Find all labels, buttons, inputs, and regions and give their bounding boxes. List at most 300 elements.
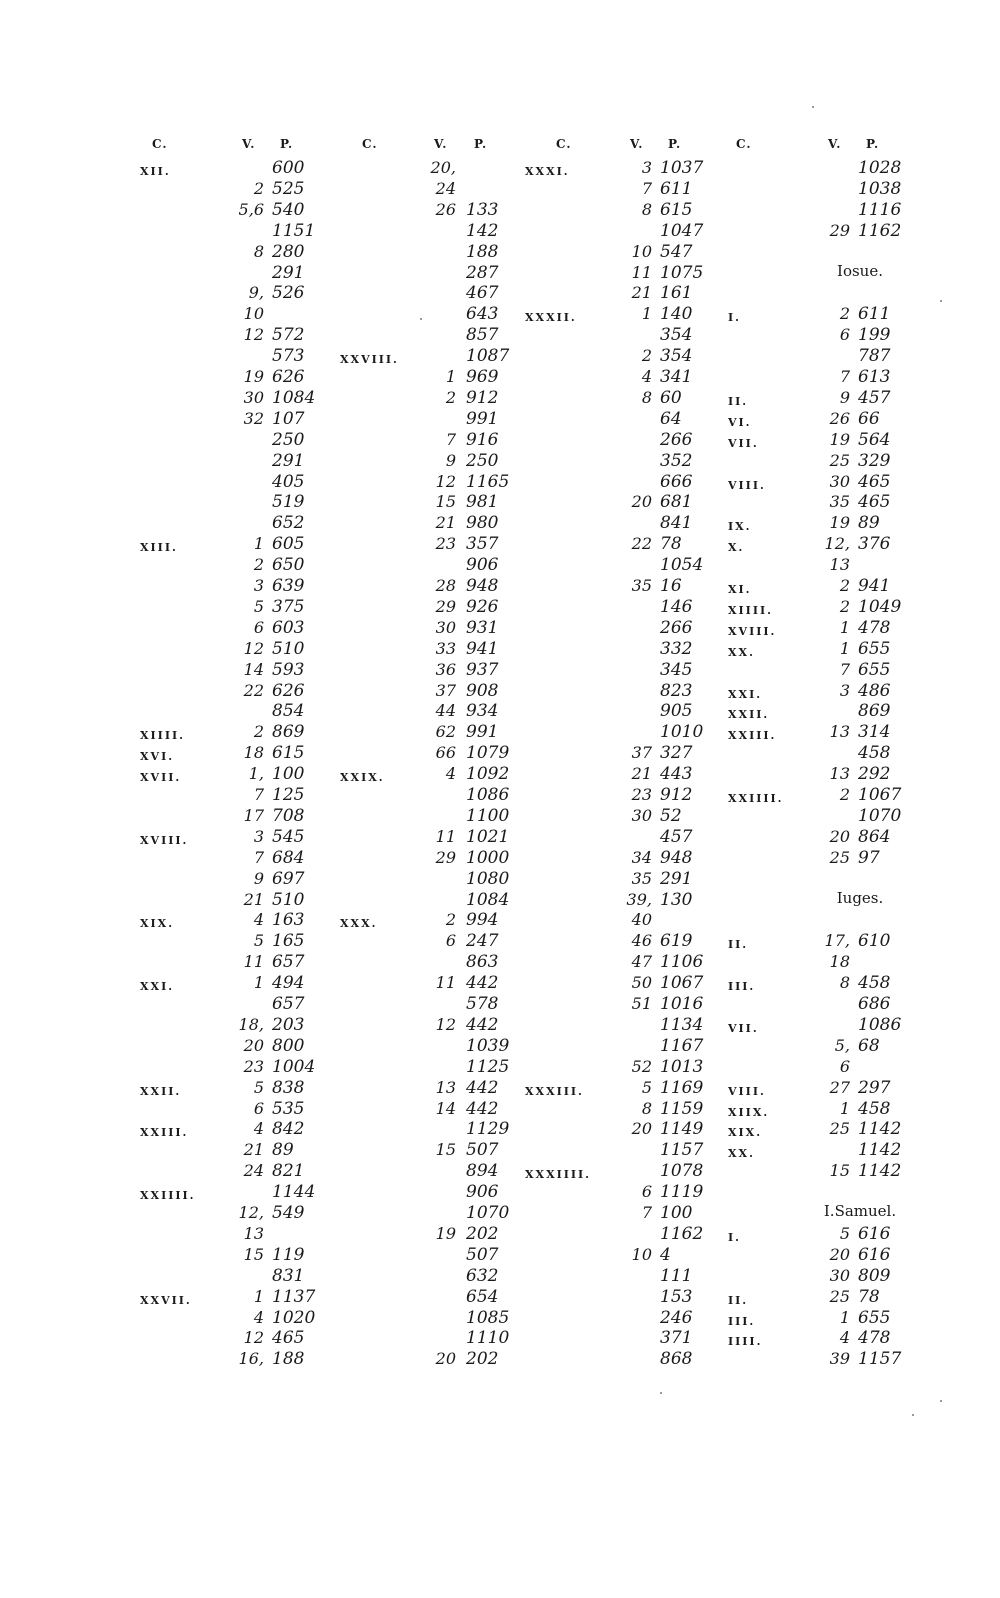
page-number: 1067 (858, 785, 902, 805)
page-number: 535 (272, 1099, 305, 1119)
page-number: 610 (858, 931, 891, 951)
verse-number: 37 (631, 743, 652, 762)
verse-number: 5,6 (238, 200, 264, 219)
page-number: 626 (272, 367, 305, 387)
page-number: 354 (660, 346, 693, 366)
page-number: 650 (272, 555, 305, 575)
page-number: 578 (466, 994, 499, 1014)
page-number: 146 (660, 597, 693, 617)
chapter-numeral: XIX. (728, 1126, 763, 1139)
verse-number: 50 (631, 973, 652, 992)
verse-number: 1 (253, 973, 264, 992)
verse-number: 7 (253, 785, 264, 804)
chapter-numeral: VII. (728, 437, 759, 450)
section-heading: Iosue. (837, 262, 883, 280)
verse-number: 29 (435, 597, 456, 616)
page-number: 465 (858, 472, 891, 492)
verse-number: 4 (253, 910, 264, 929)
page-number: 686 (858, 994, 891, 1014)
verse-number: 7 (641, 179, 652, 198)
page-number: 632 (466, 1266, 499, 1286)
page-number: 869 (272, 722, 305, 742)
page-number: 202 (466, 1349, 499, 1369)
page-number: 458 (858, 1099, 891, 1119)
page-number: 681 (660, 492, 693, 512)
chapter-numeral: XI. (728, 583, 752, 596)
page-number: 1142 (858, 1140, 902, 1160)
page-number: 869 (858, 701, 891, 721)
verse-number: 24 (435, 179, 456, 198)
page-number: 246 (660, 1308, 693, 1328)
verse-number: 12 (243, 1328, 264, 1347)
page-number: 991 (466, 722, 499, 742)
verse-number: 12 (243, 639, 264, 658)
verse-number: 30 (829, 1266, 850, 1285)
chapter-numeral: I. (728, 311, 741, 324)
verse-number: 2 (839, 304, 850, 323)
chapter-numeral: XX. (728, 646, 755, 659)
chapter-numeral: XXII. (140, 1085, 182, 1098)
page-number: 1169 (660, 1078, 704, 1098)
page-number: 540 (272, 200, 305, 220)
page-number: 375 (272, 597, 305, 617)
page-number: 97 (858, 848, 880, 868)
page-number: 655 (858, 1308, 891, 1328)
verse-header: V. (828, 137, 842, 151)
verse-number: 6 (839, 325, 850, 344)
page-number: 329 (858, 451, 891, 471)
verse-number: 13 (243, 1224, 264, 1243)
page-number: 1085 (466, 1308, 510, 1328)
chapter-numeral: XXI. (728, 688, 763, 701)
page-number: 291 (660, 869, 693, 889)
page-number: 912 (466, 388, 499, 408)
chapter-header: C. (362, 137, 378, 151)
page-number: 941 (466, 639, 499, 659)
page-number: 969 (466, 367, 499, 387)
verse-number: 10 (631, 1245, 652, 1264)
page-number: 510 (272, 639, 305, 659)
chapter-numeral: XXX. (340, 917, 378, 930)
verse-number: 1 (839, 618, 850, 637)
verse-number: 20, (430, 158, 456, 177)
chapter-numeral: XX. (728, 1147, 755, 1160)
verse-number: 5 (641, 1078, 652, 1097)
chapter-numeral: XIIII. (728, 604, 773, 617)
page-number: 1028 (858, 158, 902, 178)
page-number: 800 (272, 1036, 305, 1056)
page-number: 564 (858, 430, 891, 450)
page-number: 327 (660, 743, 693, 763)
verse-number: 29 (829, 221, 850, 240)
page-number: 613 (858, 367, 891, 387)
page-number: 615 (660, 200, 693, 220)
verse-number: 37 (435, 681, 456, 700)
chapter-numeral: XIIII. (140, 729, 185, 742)
page-number: 1142 (858, 1119, 902, 1139)
page-number: 100 (660, 1203, 693, 1223)
page-number: 864 (858, 827, 891, 847)
page-number: 89 (272, 1140, 294, 1160)
page-number: 1110 (466, 1328, 510, 1348)
page-number: 980 (466, 513, 499, 533)
page-number: 188 (466, 242, 499, 262)
verse-number: 35 (631, 576, 652, 595)
verse-number: 20 (829, 827, 850, 846)
chapter-numeral: XVI. (140, 750, 175, 763)
page-number: 615 (272, 743, 305, 763)
page-number: 1084 (272, 388, 316, 408)
page-number: 165 (272, 931, 305, 951)
page-number: 457 (858, 388, 891, 408)
chapter-numeral: XXXIII. (525, 1085, 584, 1098)
page-number: 868 (660, 1349, 693, 1369)
page-number: 1047 (660, 221, 704, 241)
page-number: 572 (272, 325, 305, 345)
page-number: 1084 (466, 890, 510, 910)
page-number: 314 (858, 722, 891, 742)
page-number: 1020 (272, 1308, 316, 1328)
page-number: 1070 (466, 1203, 510, 1223)
verse-number: 24 (243, 1161, 264, 1180)
verse-number: 29 (435, 848, 456, 867)
page-number: 291 (272, 263, 305, 283)
verse-number: 3 (253, 827, 264, 846)
verse-number: 13 (829, 722, 850, 741)
page-number: 457 (660, 827, 693, 847)
page-number: 202 (466, 1224, 499, 1244)
page-number: 841 (660, 513, 693, 533)
verse-number: 6 (641, 1182, 652, 1201)
page-number: 405 (272, 472, 305, 492)
verse-number: 13 (435, 1078, 456, 1097)
page-number: 1162 (858, 221, 902, 241)
page-number: 486 (858, 681, 891, 701)
page-number: 545 (272, 827, 305, 847)
page-number: 948 (660, 848, 693, 868)
verse-number: 15 (435, 492, 456, 511)
page-number: 708 (272, 806, 305, 826)
verse-number: 30 (829, 472, 850, 491)
page-number: 507 (466, 1140, 499, 1160)
page-number: 821 (272, 1161, 305, 1181)
verse-number: 27 (829, 1078, 850, 1097)
page-number: 652 (272, 513, 305, 533)
page-number: 442 (466, 1078, 499, 1098)
chapter-numeral: III. (728, 1315, 756, 1328)
page-number: 1079 (466, 743, 510, 763)
verse-number: 5 (253, 1078, 264, 1097)
page-number: 611 (858, 304, 891, 324)
page-number: 1021 (466, 827, 510, 847)
page-number: 266 (660, 618, 693, 638)
page-number: 1100 (466, 806, 510, 826)
page-number: 60 (660, 388, 682, 408)
page-number: 1092 (466, 764, 510, 784)
verse-number: 25 (829, 1119, 850, 1138)
verse-number: 12 (243, 325, 264, 344)
page-number: 78 (660, 534, 682, 554)
chapter-numeral: XXI. (140, 980, 175, 993)
verse-number: 28 (435, 576, 456, 595)
verse-number: 17, (824, 931, 850, 950)
verse-number: 12, (824, 534, 850, 553)
page-number: 133 (466, 200, 499, 220)
verse-header: V. (434, 137, 448, 151)
section-heading: Iuges. (836, 889, 884, 907)
page-number: 655 (858, 660, 891, 680)
verse-number: 2 (839, 576, 850, 595)
verse-number: 36 (435, 660, 456, 679)
page-number: 107 (272, 409, 305, 429)
verse-number: 7 (839, 660, 850, 679)
page-number: 153 (660, 1287, 693, 1307)
page-number: 525 (272, 179, 305, 199)
page-number: 547 (660, 242, 693, 262)
page-number: 1070 (858, 806, 902, 826)
chapter-numeral: VIII. (728, 479, 766, 492)
chapter-numeral: XVII. (140, 771, 182, 784)
page-number: 442 (466, 973, 499, 993)
chapter-numeral: XII. (140, 165, 171, 178)
verse-number: 26 (435, 200, 456, 219)
verse-number: 8 (641, 388, 652, 407)
verse-number: 34 (631, 848, 652, 867)
verse-number: 16, (238, 1349, 264, 1368)
page-number: 1086 (466, 785, 510, 805)
verse-number: 25 (829, 451, 850, 470)
page-number: 657 (272, 952, 305, 972)
page-number: 619 (660, 931, 693, 951)
chapter-numeral: XXIIII. (140, 1189, 196, 1202)
chapter-header: C. (152, 137, 168, 151)
verse-number: 66 (435, 743, 456, 762)
verse-number: 23 (243, 1057, 264, 1076)
verse-number: 20 (435, 1349, 456, 1368)
verse-number: 12 (435, 1015, 456, 1034)
page-number: 655 (858, 639, 891, 659)
ink-speck (940, 300, 942, 302)
verse-number: 25 (829, 1287, 850, 1306)
page-number: 616 (858, 1245, 891, 1265)
verse-number: 2 (445, 910, 456, 929)
verse-number: 30 (243, 388, 264, 407)
page-number: 64 (660, 409, 682, 429)
verse-number: 5, (834, 1036, 850, 1055)
verse-number: 1 (641, 304, 652, 323)
page-number: 161 (660, 283, 693, 303)
page-number: 908 (466, 681, 499, 701)
verse-number: 35 (631, 869, 652, 888)
page-number: 287 (466, 263, 499, 283)
page-number: 573 (272, 346, 305, 366)
page-number: 842 (272, 1119, 305, 1139)
page-number: 467 (466, 283, 499, 303)
page-number: 442 (466, 1099, 499, 1119)
page-number: 1165 (466, 472, 510, 492)
page-number: 1159 (660, 1099, 704, 1119)
page-number: 1038 (858, 179, 902, 199)
chapter-numeral: IX. (728, 520, 752, 533)
verse-number: 22 (631, 534, 652, 553)
chapter-numeral: III. (728, 980, 756, 993)
page-number: 1137 (272, 1287, 316, 1307)
verse-number: 9 (445, 451, 456, 470)
verse-number: 2 (253, 722, 264, 741)
verse-header: V. (630, 137, 644, 151)
page-number: 1157 (858, 1349, 902, 1369)
page-number: 1086 (858, 1015, 902, 1035)
verse-number: 20 (243, 1036, 264, 1055)
verse-number: 2 (641, 346, 652, 365)
verse-number: 1, (248, 764, 264, 783)
verse-number: 9 (253, 869, 264, 888)
page-number: 345 (660, 660, 693, 680)
page-number: 1078 (660, 1161, 704, 1181)
page-number: 140 (660, 304, 693, 324)
page-number: 341 (660, 367, 693, 387)
page-number: 906 (466, 555, 499, 575)
verse-number: 2 (839, 785, 850, 804)
verse-number: 20 (631, 1119, 652, 1138)
page-number: 494 (272, 973, 305, 993)
page-number: 250 (272, 430, 305, 450)
page-number: 465 (272, 1328, 305, 1348)
ink-speck (940, 1400, 942, 1402)
page-header: P. (866, 137, 880, 151)
verse-number: 6 (839, 1057, 850, 1076)
verse-number: 15 (243, 1245, 264, 1264)
verse-number: 12, (238, 1203, 264, 1222)
chapter-numeral: XXVII. (140, 1294, 192, 1307)
verse-number: 7 (445, 430, 456, 449)
page-number: 549 (272, 1203, 305, 1223)
page-number: 616 (858, 1224, 891, 1244)
page-number: 1054 (660, 555, 704, 575)
verse-number: 14 (435, 1099, 456, 1118)
verse-number: 5 (253, 931, 264, 950)
verse-number: 1 (839, 639, 850, 658)
page-number: 354 (660, 325, 693, 345)
verse-number: 9 (839, 388, 850, 407)
page-number: 1142 (858, 1161, 902, 1181)
page-number: 526 (272, 283, 305, 303)
verse-number: 6 (445, 931, 456, 950)
page-number: 697 (272, 869, 305, 889)
verse-number: 40 (631, 910, 652, 929)
chapter-numeral: XXXIIII. (525, 1168, 592, 1181)
page-number: 906 (466, 1182, 499, 1202)
page-number: 130 (660, 890, 693, 910)
verse-number: 4 (839, 1328, 850, 1347)
verse-number: 6 (253, 618, 264, 637)
verse-number: 14 (243, 660, 264, 679)
verse-number: 2 (839, 597, 850, 616)
verse-number: 3 (641, 158, 652, 177)
page-number: 66 (858, 409, 880, 429)
page-number: 357 (466, 534, 499, 554)
chapter-numeral: II. (728, 395, 749, 408)
verse-number: 19 (435, 1224, 456, 1243)
verse-number: 11 (631, 263, 652, 282)
verse-number: 10 (631, 242, 652, 261)
section-heading: I.Samuel. (823, 1202, 897, 1220)
page-number: 1144 (272, 1182, 316, 1202)
verse-number: 13 (829, 764, 850, 783)
chapter-numeral: XVIII. (140, 834, 189, 847)
chapter-numeral: XVIII. (728, 625, 777, 638)
verse-number: 4 (641, 367, 652, 386)
page-number: 603 (272, 618, 305, 638)
page-number: 905 (660, 701, 693, 721)
page-number: 605 (272, 534, 305, 554)
verse-number: 23 (631, 785, 652, 804)
page-number: 1037 (660, 158, 704, 178)
page-number: 266 (660, 430, 693, 450)
verse-number: 6 (253, 1099, 264, 1118)
page-number: 1000 (466, 848, 510, 868)
page-number: 510 (272, 890, 305, 910)
verse-number: 4 (253, 1308, 264, 1327)
page-number: 941 (858, 576, 891, 596)
page-number: 52 (660, 806, 682, 826)
verse-number: 4 (445, 764, 456, 783)
verse-number: 10 (243, 304, 264, 323)
chapter-numeral: VII. (728, 1022, 759, 1035)
verse-number: 39, (626, 890, 652, 909)
ink-speck (912, 1414, 914, 1416)
page-number: 1151 (272, 221, 316, 241)
page-number: 916 (466, 430, 499, 450)
chapter-numeral: XXIIII. (728, 792, 784, 805)
verse-number: 18 (243, 743, 264, 762)
page-number: 1087 (466, 346, 510, 366)
chapter-numeral: XXII. (728, 708, 770, 721)
page-number: 1010 (660, 722, 704, 742)
page-number: 611 (660, 179, 693, 199)
verse-number: 20 (631, 492, 652, 511)
verse-number: 5 (839, 1224, 850, 1243)
page-number: 787 (858, 346, 891, 366)
page-number: 1013 (660, 1057, 704, 1077)
ink-speck (812, 106, 814, 108)
page-number: 926 (466, 597, 499, 617)
page-header: P. (280, 137, 294, 151)
page-number: 639 (272, 576, 305, 596)
verse-number: 62 (435, 722, 456, 741)
page-number: 823 (660, 681, 693, 701)
page-number: 1016 (660, 994, 704, 1014)
verse-number: 30 (435, 618, 456, 637)
page-number: 199 (858, 325, 891, 345)
page-number: 1129 (466, 1119, 510, 1139)
page-number: 854 (272, 701, 305, 721)
page-number: 831 (272, 1266, 305, 1286)
chapter-numeral: II. (728, 1294, 749, 1307)
page-number: 1134 (660, 1015, 704, 1035)
chapter-numeral: XIX. (140, 917, 175, 930)
page-number: 247 (466, 931, 499, 951)
verse-number: 11 (435, 827, 456, 846)
page-number: 1049 (858, 597, 902, 617)
page-number: 332 (660, 639, 693, 659)
page-number: 991 (466, 409, 499, 429)
verse-number: 8 (253, 242, 264, 261)
page-number: 1080 (466, 869, 510, 889)
chapter-numeral: II. (728, 938, 749, 951)
page-number: 626 (272, 681, 305, 701)
verse-number: 35 (829, 492, 850, 511)
